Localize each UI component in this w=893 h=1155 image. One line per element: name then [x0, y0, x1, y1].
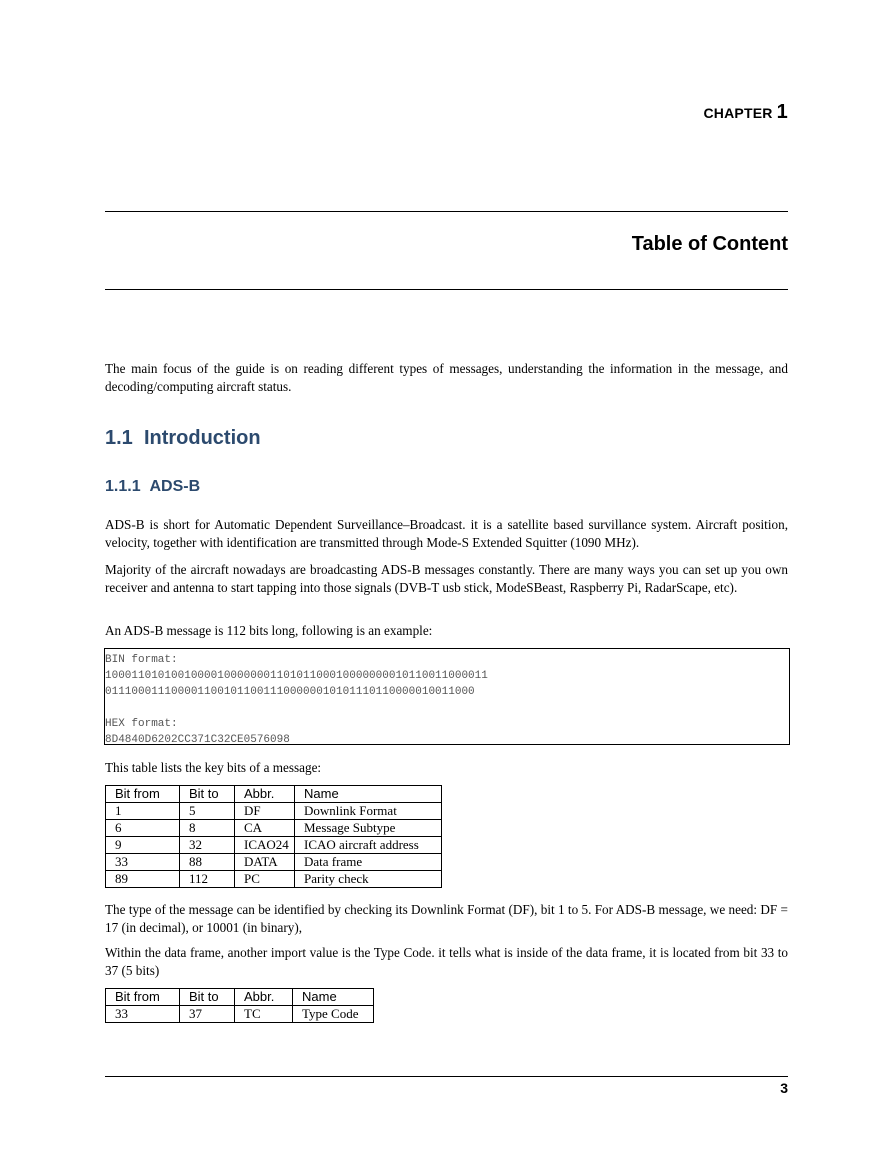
table-header-row — [106, 989, 374, 1006]
key-bits-table — [105, 785, 442, 888]
table-row — [106, 820, 442, 837]
chapter-rule-bottom — [105, 289, 788, 290]
chapter-label-text: CHAPTER — [703, 105, 773, 121]
table-header-row — [106, 786, 442, 803]
cell-bit-to: 88 — [180, 854, 235, 871]
cell-bit-from: 1 — [106, 803, 180, 820]
cell-abbr: DATA — [235, 854, 295, 871]
subsection-title: ADS-B — [149, 478, 201, 495]
chapter-rule-top — [105, 211, 788, 212]
paragraph-adsb-receivers: Majority of the aircraft nowadays are broadcasting ADS-B messages constantly. There are many ways you can set up you own receiver and antenna to start tapping into those signals (DVB-T usb stick, ModeSBeast, Raspberry Pi, RadarScape, etc). — [105, 562, 788, 595]
cell-name: Type Code — [293, 1006, 374, 1023]
code-line: HEX format: — [105, 718, 178, 730]
cell-name: ICAO aircraft address — [295, 837, 442, 854]
col-header-name: Name — [295, 786, 442, 803]
paragraph-downlink-format: The type of the message can be identified by checking its Downlink Format (DF), bit 1 to 5. For ADS-B message, we need: DF = 17 (in decimal), or 10001 (in binary), — [105, 902, 788, 935]
cell-name: Downlink Format — [295, 803, 442, 820]
cell-bit-to: 5 — [180, 803, 235, 820]
col-header-abbr: Abbr. — [235, 989, 293, 1006]
code-line: 8D4840D6202CC371C32CE0576098 — [105, 734, 290, 746]
cell-bit-to: 32 — [180, 837, 235, 854]
cell-bit-from: 9 — [106, 837, 180, 854]
col-header-bit-to: Bit to — [180, 786, 235, 803]
cell-abbr: DF — [235, 803, 295, 820]
col-header-bit-from: Bit from — [106, 786, 180, 803]
code-block — [104, 648, 790, 745]
cell-bit-to: 112 — [180, 871, 235, 888]
code-line: 1000110101001000010000000110101100010000000010110011000011 — [105, 670, 488, 682]
table1-intro: This table lists the key bits of a message: — [105, 760, 322, 775]
paragraph-type-code: Within the data frame, another import value is the Type Code. it tells what is inside of the data frame, it is located from bit 33 to 37 (5 bits) — [105, 945, 788, 978]
intro-paragraph: The main focus of the guide is on reading different types of messages, understanding the information in the message, and decoding/computing aircraft status. — [105, 361, 788, 394]
subsection-heading — [105, 478, 200, 496]
section-title: Introduction — [143, 427, 261, 449]
col-header-name: Name — [293, 989, 374, 1006]
table-row — [106, 1006, 374, 1023]
cell-name: Message Subtype — [295, 820, 442, 837]
cell-abbr: CA — [235, 820, 295, 837]
col-header-abbr: Abbr. — [235, 786, 295, 803]
col-header-bit-to: Bit to — [180, 989, 235, 1006]
cell-bit-from: 33 — [106, 1006, 180, 1023]
chapter-label — [704, 101, 789, 124]
table-row — [106, 871, 442, 888]
code-line: 01110001110000110010110011100000010101110110000010011000 — [105, 686, 475, 698]
footer-rule — [105, 1076, 788, 1077]
code-line: BIN format: — [105, 654, 178, 666]
table-row — [106, 854, 442, 871]
paragraph-message-length: An ADS-B message is 112 bits long, following is an example: — [105, 623, 433, 638]
cell-bit-from: 6 — [106, 820, 180, 837]
cell-name: Parity check — [295, 871, 442, 888]
cell-bit-from: 33 — [106, 854, 180, 871]
page-number: 3 — [780, 1080, 788, 1096]
section-heading — [105, 427, 261, 450]
subsection-number: 1.1.1 — [105, 478, 141, 495]
code-line — [105, 700, 789, 716]
cell-abbr: ICAO24 — [235, 837, 295, 854]
chapter-number: 1 — [776, 101, 788, 123]
col-header-bit-from: Bit from — [106, 989, 180, 1006]
cell-abbr: PC — [235, 871, 295, 888]
section-number: 1.1 — [105, 427, 133, 449]
type-code-table — [105, 988, 374, 1023]
cell-bit-from: 89 — [106, 871, 180, 888]
table-row — [106, 803, 442, 820]
chapter-title: Table of Content — [631, 233, 788, 255]
cell-bit-to: 8 — [180, 820, 235, 837]
cell-name: Data frame — [295, 854, 442, 871]
cell-bit-to: 37 — [180, 1006, 235, 1023]
cell-abbr: TC — [235, 1006, 293, 1023]
table-row — [106, 837, 442, 854]
paragraph-adsb-definition: ADS-B is short for Automatic Dependent Surveillance–Broadcast. it is a satellite based survillance system. Aircraft position, velocity, together with identification are transmitted through Mode-S Extended Squitter (1090 MHz). — [105, 517, 788, 550]
